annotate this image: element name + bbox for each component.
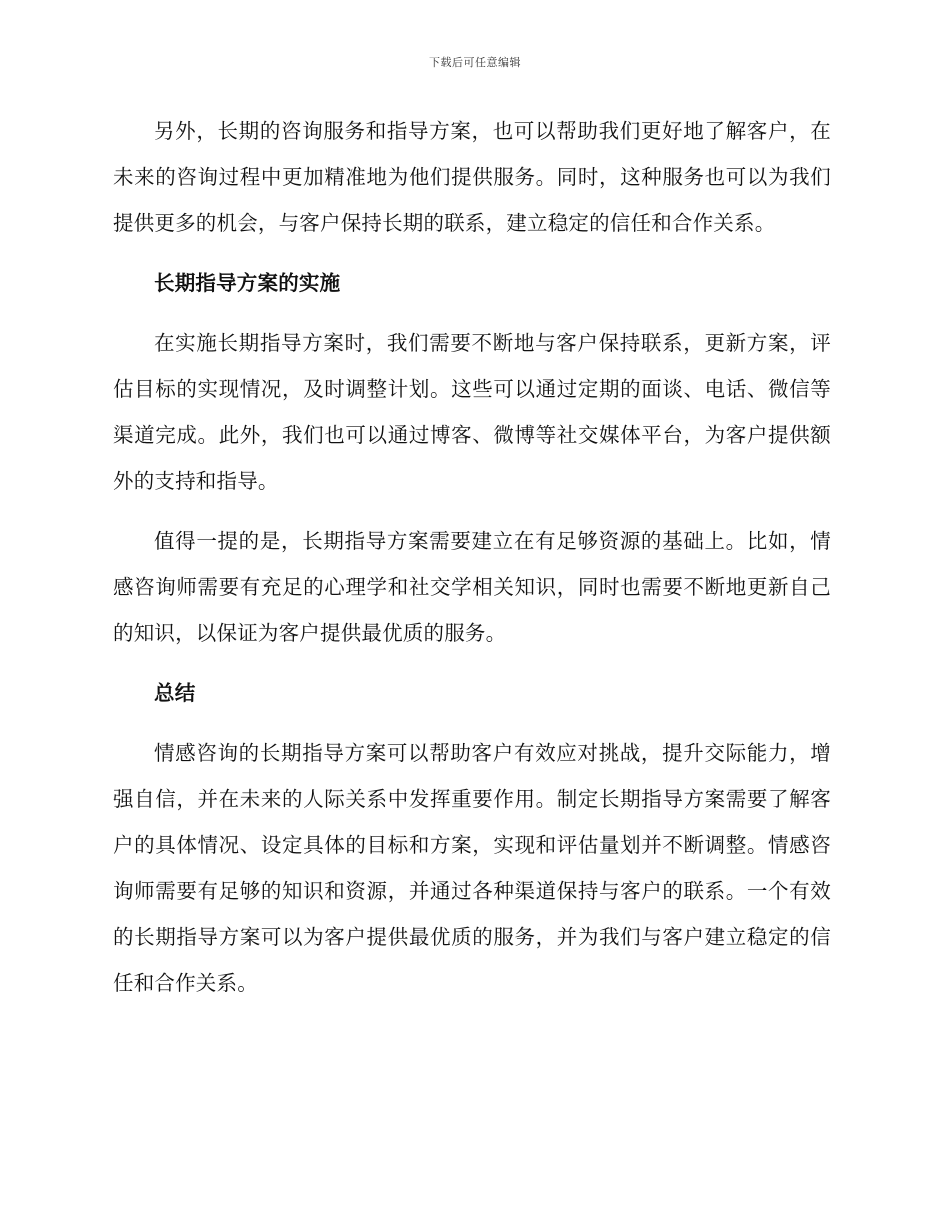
paragraph-summary: 情感咨询的长期指导方案可以帮助客户有效应对挑战，提升交际能力，增强自信，并在未来的人际关系中发挥重要作用。制定长期指导方案需要了解客户的具体情况、设定具体的目标和方案，实现和评估量划并不断调整。情感咨询师需要有足够的知识和资源，并通过各种渠道保持与客户的联系。一个有效的长期指导方案可以为客户提供最优质的服务，并为我们与客户建立稳定的信任和合作关系。 bbox=[113, 741, 831, 995]
paragraph-resources: 值得一提的是，长期指导方案需要建立在有足够资源的基础上。比如，情感咨询师需要有充足的心理学和社交学相关知识，同时也需要不断地更新自己的知识，以保证为客户提供最优质的服务。 bbox=[113, 529, 831, 645]
paragraph-intro: 另外，长期的咨询服务和指导方案，也可以帮助我们更好地了解客户，在未来的咨询过程中更加精准地为他们提供服务。同时，这种服务也可以为我们提供更多的机会，与客户保持长期的联系，建立稳定的信任和合作关系。 bbox=[113, 119, 831, 235]
section-heading-implementation: 长期指导方案的实施 bbox=[154, 271, 341, 295]
section-heading-summary: 总结 bbox=[154, 681, 196, 705]
paragraph-implementation: 在实施长期指导方案时，我们需要不断地与客户保持联系，更新方案，评估目标的实现情况，及时调整计划。这些可以通过定期的面谈、电话、微信等渠道完成。此外，我们也可以通过博客、微博等社交媒体平台，为客户提供额外的支持和指导。 bbox=[113, 331, 831, 493]
page-header: 下载后可任意编辑 bbox=[429, 56, 521, 69]
document-body bbox=[113, 108, 831, 1020]
